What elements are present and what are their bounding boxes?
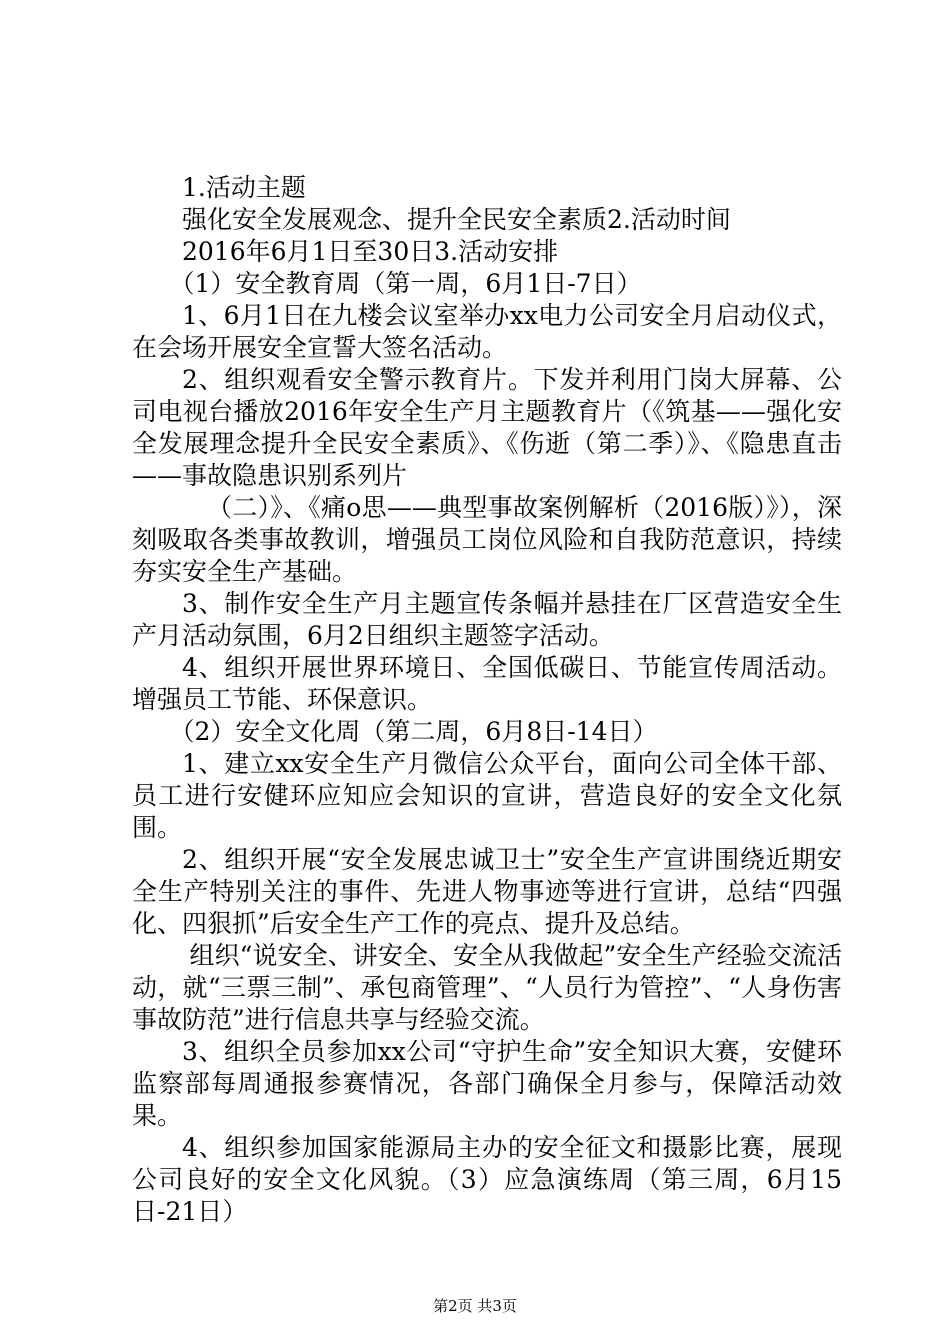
paragraph-week-2-heading: （2）安全文化周（第二周，6月8日-14日） — [169, 717, 658, 746]
page-footer — [0, 1296, 950, 1316]
paragraph-week-2-exchange: 组织“说安全、讲安全、安全从我做起”安全生产经验交流活动，就“三票三制”、承包商管理”、“人员行为管控”、“人身伤害事故防范”进行信息共享与经验交流。 — [132, 941, 842, 1034]
paragraph-week-1-item-1: 1、6月1日在九楼会议室举办xx电力公司安全月启动仪式，在会场开展安全宣誓大签名活动。 — [132, 301, 842, 362]
page-number: 第2页 共3页 — [433, 1297, 517, 1315]
paragraph-activity-theme: 强化安全发展观念、提升全民安全素质2.活动时间 — [182, 205, 731, 234]
paragraph-activity-time: 2016年6月1日至30日3.活动安排 — [182, 237, 559, 266]
paragraph-week-2-item-1: 1、建立xx安全生产月微信公众平台，面向公司全体干部、员工进行安健环应知应会知识的宣讲，营造良好的安全文化氛围。 — [132, 749, 842, 842]
paragraph-week-1-item-3: 3、制作安全生产月主题宣传条幅并悬挂在厂区营造安全生产月活动氛围，6月2日组织主题签字活动。 — [132, 589, 842, 650]
paragraph-week-1-item-2: 2、组织观看安全警示教育片。下发并利用门岗大屏幕、公司电视台播放2016年安全生产月主题教育片（《筑基——强化安全发展理念提升全民安全素质》、《伤逝（第二季）》、《隐患直击——事故隐患识别系列片 — [132, 365, 842, 490]
paragraph-week-1-heading: （1）安全教育周（第一周，6月1日-7日） — [169, 269, 642, 298]
document-body — [132, 172, 842, 1228]
paragraph-activity-theme-heading: 1.活动主题 — [182, 173, 306, 202]
paragraph-week-1-item-2-cont: （二）》、《痛o思——典型事故案例解析（2016版）》），深刻吸取各类事故教训，增强员工岗位风险和自我防范意识，持续夯实安全生产基础。 — [132, 493, 842, 586]
paragraph-week-2-item-3: 3、组织全员参加xx公司“守护生命”安全知识大赛，安健环监察部每周通报参赛情况，各部门确保全月参与，保障活动效果。 — [132, 1037, 842, 1130]
paragraph-week-1-item-4: 4、组织开展世界环境日、全国低碳日、节能宣传周活动。增强员工节能、环保意识。 — [132, 653, 842, 714]
paragraph-week-2-item-4: 4、组织参加国家能源局主办的安全征文和摄影比赛，展现公司良好的安全文化风貌。（3）应急演练周（第三周，6月15日-21日） — [132, 1133, 842, 1226]
paragraph-week-2-item-2: 2、组织开展“安全发展忠诚卫士”安全生产宣讲围绕近期安全生产特别关注的事件、先进人物事迹等进行宣讲，总结“四强化、四狠抓”后安全生产工作的亮点、提升及总结。 — [132, 845, 842, 938]
